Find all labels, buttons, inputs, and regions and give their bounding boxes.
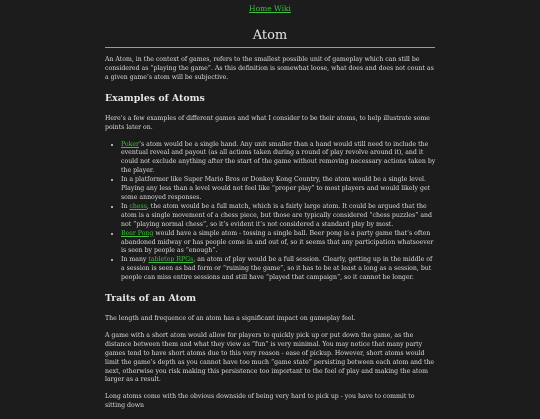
- title-divider: [105, 47, 435, 48]
- home-wiki-link[interactable]: Home Wiki: [249, 4, 291, 13]
- platformer-text: In a platformer like Super Mario Bros or Donkey Kong Country, the atom would be a single level. Playing any less than a level would not feel like “proper play” to most players and would likely get some annoyed responses.: [121, 176, 431, 201]
- tabletop-text: , an atom of play would be a full session. Clearly, getting up in the middle of a session is seen as bad form or “ruining the game”, so it has to be at least a long as a session, but people can miss entire sessions and still have “played that campaign”, so it cannot be longer.: [121, 256, 433, 282]
- poker-link[interactable]: Poker: [121, 140, 140, 148]
- tabletop-prefix: In many: [121, 256, 149, 264]
- examples-heading: Examples of Atoms: [105, 92, 205, 104]
- traits-heading: Traits of an Atom: [105, 293, 197, 305]
- list-item-poker: [121, 141, 436, 177]
- traits-paragraph-2: A game with a short atom would allow for players to quickly pick up or put down the game, as the distance between them and what they view as “fun” is very minimal. You may notice that many party games tend to have short atoms due to this very reason - ease of pickup. However, short atoms would limit the game’s depth as you cannot have too much “game state” persisting between each atom and the next, otherwise you risk making this persistence too important to the feel of play and making the atom larger as a result.: [105, 331, 435, 384]
- poker-text: ’s atom would be a single hand. Any unit smaller than a hand would still need to include the eventual reveal and payout (as all actions taken during a round of play revolve around it), and it could not exclude anything after the start of the game without removing necessary actions taken by the player.: [121, 140, 436, 175]
- beer-pong-text: would have a simple atom - tossing a single ball. Beer pong is a party game that’s often abandoned midway or has people come in and out of, so it seems that any participation whatsoever is seen by people as “enough”.: [121, 229, 434, 255]
- list-item-platformer: [121, 176, 436, 203]
- traits-paragraph-3: Long atoms come with the obvious downside of being very hard to pick up - you have to commit to sitting down: [105, 393, 415, 410]
- list-item-beer-pong: [121, 230, 436, 257]
- examples-list: [105, 141, 436, 284]
- intro-paragraph: An Atom, in the context of games, refers to the smallest possible unit of gameplay which can still be considered as “playing the game”. As this definition is somewhat loose, what does and does not count as a given game’s atom will be subjective.: [105, 56, 434, 81]
- chess-link[interactable]: chess: [129, 202, 147, 210]
- page-title: Atom: [252, 28, 288, 43]
- list-item-chess: [121, 203, 436, 230]
- beer-pong-link[interactable]: Beer Pong: [121, 229, 154, 237]
- top-navigation: [0, 0, 540, 18]
- tabletop-rpgs-link[interactable]: tabletop RPGs: [148, 256, 194, 264]
- traits-paragraph-1: The length and frequence of an atom has a significant impact on gameplay feel.: [105, 315, 356, 323]
- examples-lead: Here’s a few examples of different games and what I consider to be their atoms, to help illustrate some points later on.: [105, 114, 430, 131]
- list-item-tabletop-rpgs: [121, 256, 436, 283]
- chess-text: , the atom would be a full match, which is a fairly large atom. It could be argued that the atom is a single movement of a chess piece, but those are typically considered “chess puzzles” and not “playing normal chess”, so it’s evident it’s not considered a standard play by most.: [121, 202, 432, 228]
- chess-prefix: In: [121, 202, 130, 210]
- article-body: [105, 56, 436, 419]
